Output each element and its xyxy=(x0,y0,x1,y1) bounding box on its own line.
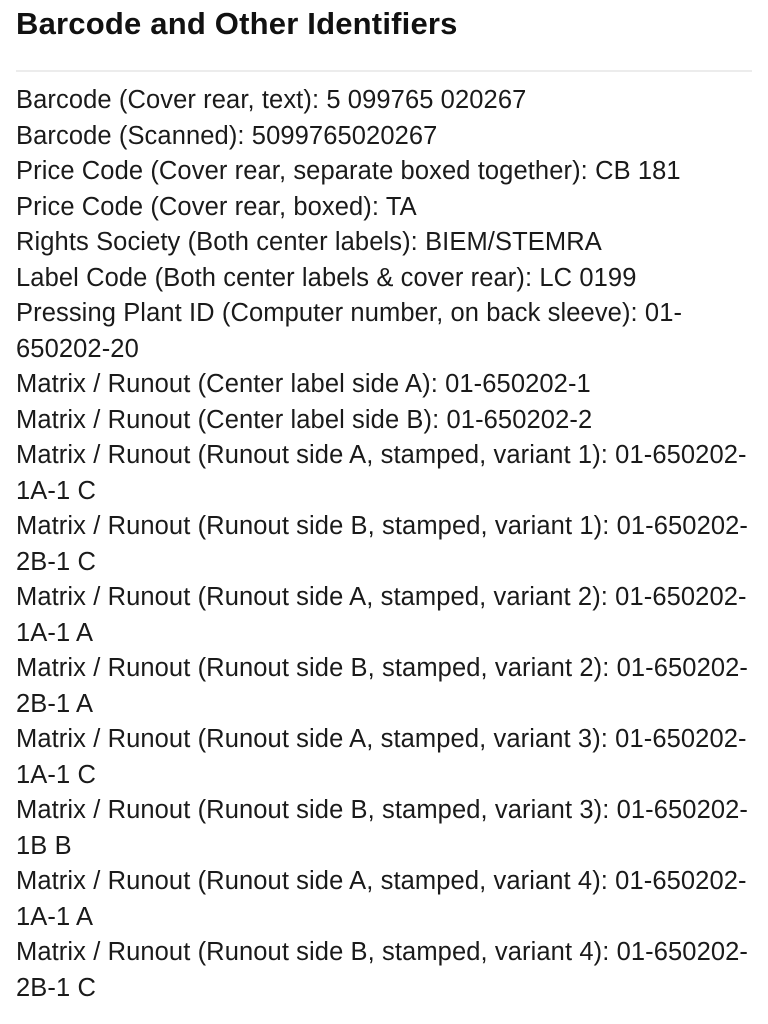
identifier-matrix-runout-b-v2 xyxy=(16,651,752,722)
identifier-barcode-scanned xyxy=(16,119,752,155)
identifier-matrix-runout-a-v4 xyxy=(16,864,752,935)
identifier-label-code xyxy=(16,261,752,297)
identifier-value: 01-650202-1A-1 C xyxy=(16,441,747,505)
identifier-label: Pressing Plant ID (Computer number, on back sleeve): xyxy=(16,299,638,327)
identifier-matrix-center-a xyxy=(16,367,752,403)
identifier-label: Matrix / Runout (Runout side A, stamped, variant 1): xyxy=(16,441,608,469)
identifier-matrix-center-b xyxy=(16,403,752,439)
identifier-value: 01-650202-20 xyxy=(16,299,683,363)
identifier-rights-society xyxy=(16,225,752,261)
identifier-label: Price Code (Cover rear, boxed): xyxy=(16,192,380,221)
identifier-value: 01-650202-1 xyxy=(445,370,591,398)
identifier-price-code-boxed xyxy=(16,190,752,226)
identifier-label: Matrix / Runout (Runout side B, stamped, variant 1): xyxy=(16,512,610,540)
identifier-label: Matrix / Runout (Runout side A, stamped, variant 4): xyxy=(16,867,608,895)
identifier-value: CB 181 xyxy=(595,157,681,185)
identifier-matrix-runout-b-v4 xyxy=(16,935,752,1006)
identifier-label: Barcode (Scanned): xyxy=(16,121,245,150)
identifier-value: LC 0199 xyxy=(539,263,637,292)
identifier-label: Matrix / Runout (Center label side B): xyxy=(16,405,440,434)
identifier-value: 5099765020267 xyxy=(251,121,438,150)
identifier-label: Matrix / Runout (Runout side A, stamped, variant 2): xyxy=(16,583,608,611)
identifier-value: 01-650202-2B-1 A xyxy=(16,654,749,718)
identifier-label: Label Code (Both center labels & cover rear): xyxy=(16,263,533,292)
identifier-label: Matrix / Runout (Runout side B, stamped, variant 2): xyxy=(16,654,610,682)
identifier-label: Matrix / Runout (Runout side A, stamped, variant 3): xyxy=(16,725,608,753)
identifier-value: TA xyxy=(385,192,417,221)
identifier-matrix-runout-b-v1 xyxy=(16,509,752,580)
identifier-matrix-runout-a-v1 xyxy=(16,438,752,509)
section-divider xyxy=(16,70,752,72)
section-title: Barcode and Other Identifiers xyxy=(16,6,458,41)
identifier-matrix-runout-a-v3 xyxy=(16,722,752,793)
identifier-pressing-plant-id xyxy=(16,296,752,367)
identifier-value: 5 099765 020267 xyxy=(326,86,527,114)
identifier-label: Price Code (Cover rear, separate boxed together): xyxy=(16,157,588,185)
identifier-label: Barcode (Cover rear, text): xyxy=(16,86,320,114)
identifier-label: Matrix / Runout (Runout side B, stamped, variant 3): xyxy=(16,796,610,824)
identifier-value: BIEM/STEMRA xyxy=(425,228,602,256)
identifiers-list xyxy=(16,83,752,1006)
identifier-label: Rights Society (Both center labels): xyxy=(16,228,418,256)
identifier-label: Matrix / Runout (Center label side A): xyxy=(16,370,438,398)
identifier-matrix-runout-a-v2 xyxy=(16,580,752,651)
identifier-value: 01-650202-1A-1 C xyxy=(16,725,747,789)
identifier-value: 01-650202-2B-1 C xyxy=(16,512,749,576)
identifier-value: 01-650202-1B B xyxy=(16,796,749,860)
identifier-value: 01-650202-2B-1 C xyxy=(16,938,749,1002)
identifier-matrix-runout-b-v3 xyxy=(16,793,752,864)
identifier-barcode-text xyxy=(16,83,752,119)
identifier-label: Matrix / Runout (Runout side B, stamped, variant 4): xyxy=(16,938,610,966)
identifier-price-code-separate xyxy=(16,154,752,190)
identifier-value: 01-650202-1A-1 A xyxy=(16,867,747,931)
identifier-value: 01-650202-1A-1 A xyxy=(16,583,747,647)
identifier-value: 01-650202-2 xyxy=(446,405,593,434)
